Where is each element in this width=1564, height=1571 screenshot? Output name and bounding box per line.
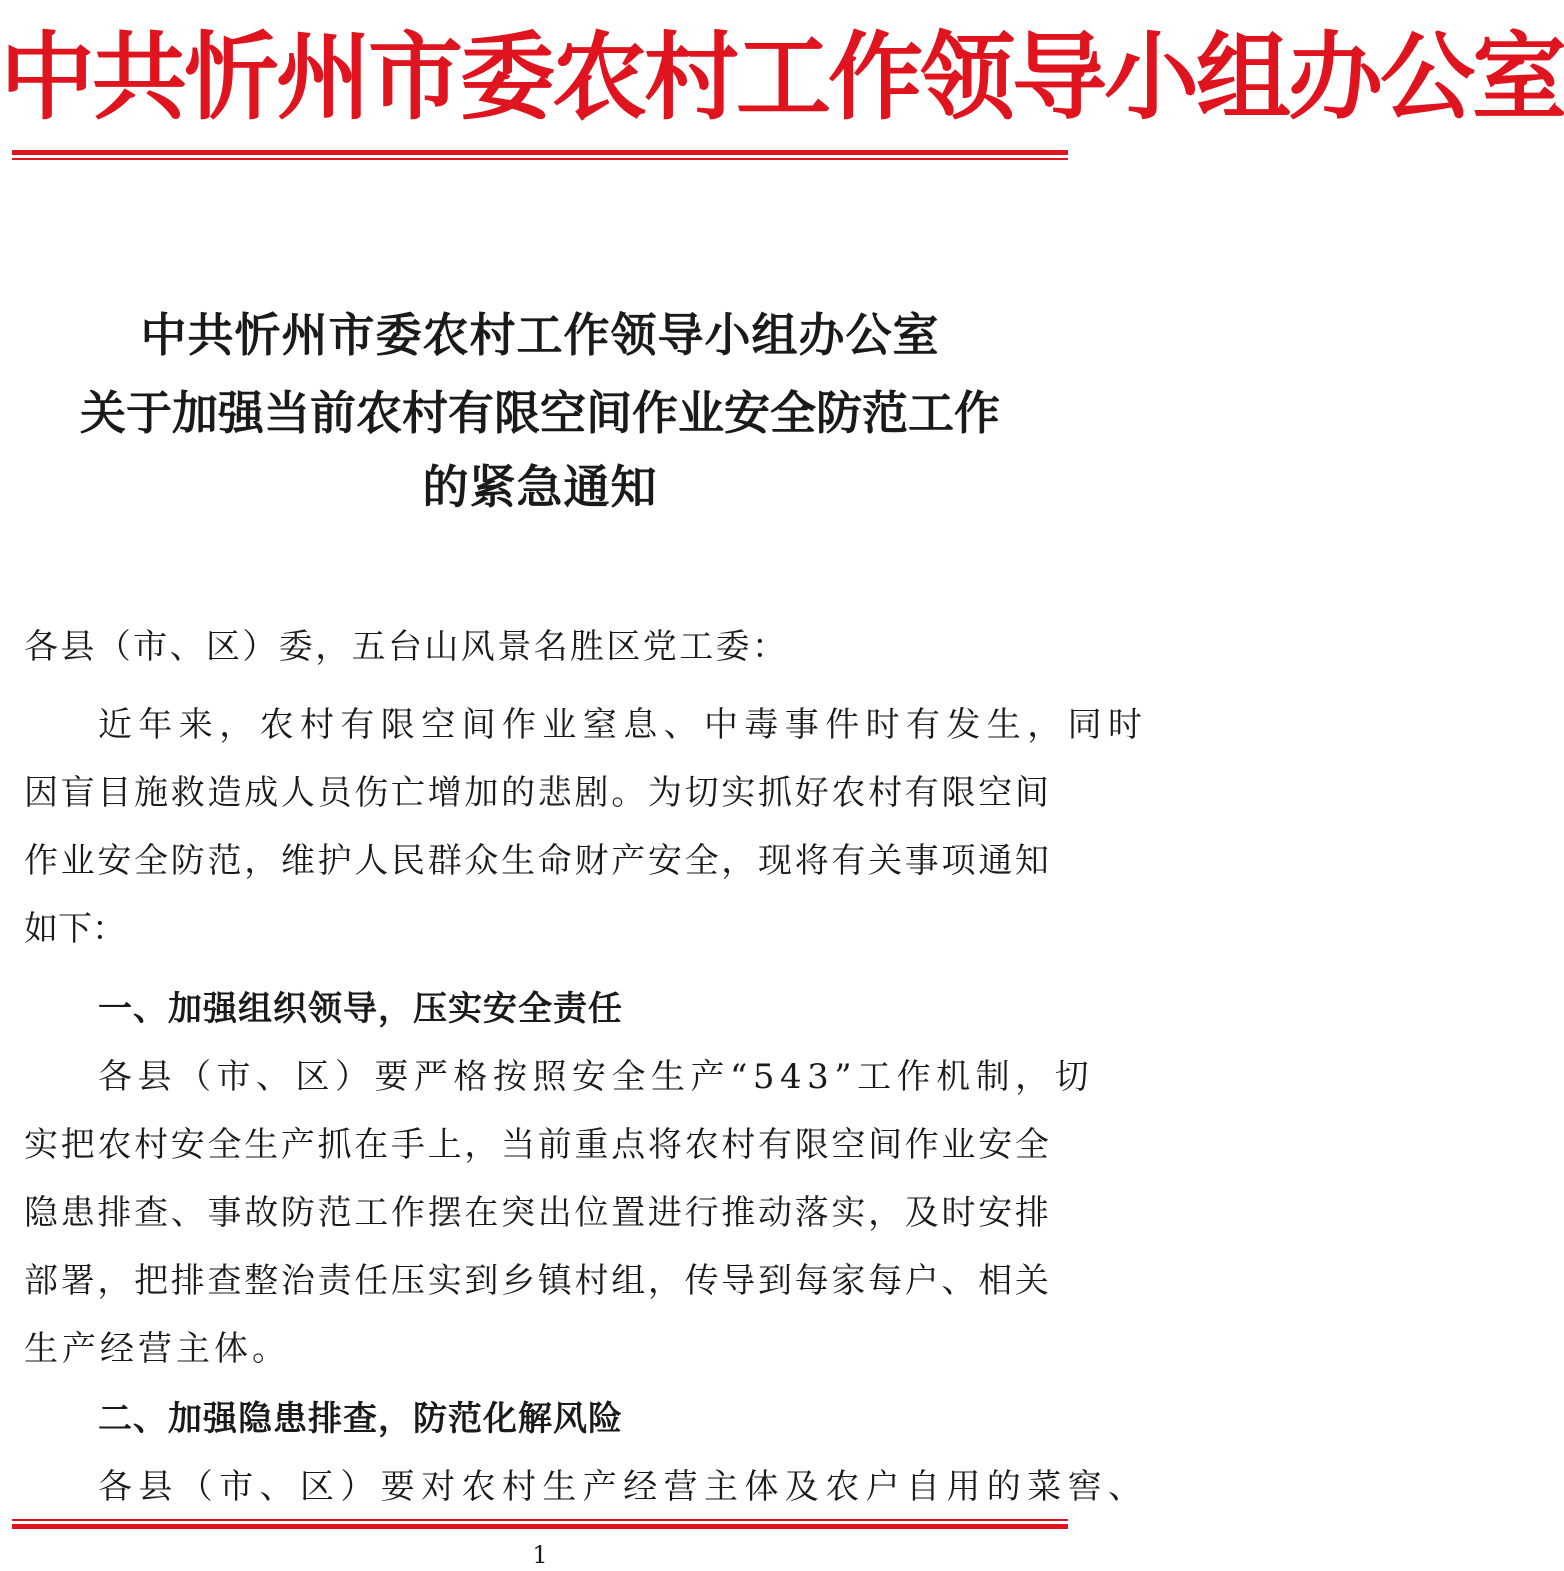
intro-line-2: 因盲目施救造成人员伤亡增加的悲剧。为切实抓好农村有限空间 — [24, 773, 1052, 813]
letterhead-title: 中共忻州市委农村工作领导小组办公室 — [0, 23, 1564, 133]
intro-line-3: 作业安全防范，维护人民群众生命财产安全，现将有关事项通知 — [24, 841, 1052, 881]
footer-rule-thin — [12, 1519, 1068, 1521]
section-1-line-3: 隐患排查、事故防范工作摆在突出位置进行推动落实，及时安排 — [24, 1193, 1052, 1233]
page-number: 1 — [532, 1541, 548, 1569]
intro-line-1: 近年来，农村有限空间作业窒息、中毒事件时有发生，同时 — [98, 705, 1149, 745]
section-1-line-5: 生产经营主体。 — [24, 1329, 290, 1369]
section-2-heading: 二、加强隐患排查，防范化解风险 — [98, 1399, 623, 1439]
section-1-heading: 一、加强组织领导，压实安全责任 — [98, 989, 623, 1029]
intro-line-4: 如下： — [24, 909, 126, 949]
document-title-line-1: 中共忻州市委农村工作领导小组办公室 — [140, 308, 940, 362]
section-1-line-2: 实把农村安全生产抓在手上，当前重点将农村有限空间作业安全 — [24, 1125, 1052, 1165]
letterhead-rule-thick — [12, 150, 1068, 155]
letterhead-rule-thin — [12, 158, 1068, 160]
section-1-line-1: 各县（市、区）要严格按照安全生产“543”工作机制，切 — [98, 1057, 1095, 1097]
document-title-line-2: 关于加强当前农村有限空间作业安全防范工作 — [80, 386, 1000, 440]
addressee: 各县（市、区）委，五台山风景名胜区党工委： — [24, 627, 789, 667]
footer-rule-thick — [12, 1524, 1068, 1529]
section-2-line-1: 各县（市、区）要对农村生产经营主体及农户自用的菜窖、 — [98, 1467, 1149, 1507]
section-1-line-4: 部署，把排查整治责任压实到乡镇村组，传导到每家每户、相关 — [24, 1261, 1052, 1301]
document-title-line-3: 的紧急通知 — [422, 460, 658, 514]
